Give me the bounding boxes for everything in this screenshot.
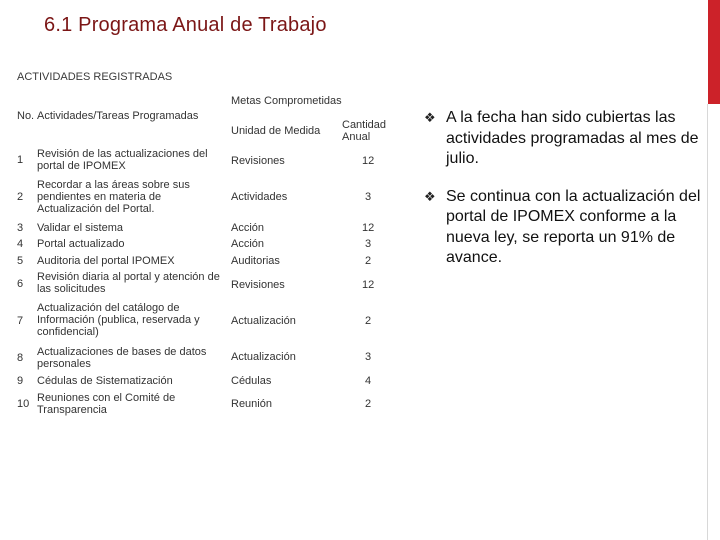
row-number: 3 <box>17 222 24 234</box>
page-title: 6.1 Programa Anual de Trabajo <box>44 14 327 36</box>
row-activity: Reuniones con el Comité de Transparencia <box>37 392 176 416</box>
row-activity: Cédulas de Sistematización <box>37 375 173 387</box>
row-unit: Acción <box>231 238 265 250</box>
row-unit: Actualización <box>231 315 296 327</box>
header-activities: Actividades/Tareas Programadas <box>37 110 199 122</box>
row-activity: Actualización del catálogo de Información (publica, reservada y confidencial) <box>37 302 200 338</box>
row-number: 9 <box>17 375 24 387</box>
header-qty: Cantidad Anual <box>342 119 387 143</box>
row-activity: Portal actualizado <box>37 238 125 250</box>
row-unit: Cédulas <box>231 375 272 387</box>
row-number: 7 <box>17 315 24 327</box>
row-qty: 2 <box>365 398 372 410</box>
row-qty: 12 <box>362 155 375 167</box>
row-unit: Revisiones <box>231 155 285 167</box>
bullet-list <box>424 108 706 286</box>
edge-divider <box>707 104 708 540</box>
row-unit: Actividades <box>231 191 288 203</box>
row-unit: Actualización <box>231 351 296 363</box>
row-qty: 3 <box>365 238 372 250</box>
header-unit: Unidad de Medida <box>231 125 321 137</box>
row-activity: Auditoria del portal IPOMEX <box>37 255 175 267</box>
row-number: 8 <box>17 352 24 364</box>
row-number: 10 <box>17 398 30 410</box>
row-number: 4 <box>17 238 24 250</box>
row-qty: 2 <box>365 315 372 327</box>
row-qty: 12 <box>362 222 375 234</box>
row-activity: Validar el sistema <box>37 222 123 234</box>
row-qty: 2 <box>365 255 372 267</box>
accent-bar <box>708 0 720 104</box>
row-number: 1 <box>17 154 24 166</box>
row-qty: 3 <box>365 351 372 363</box>
row-qty: 12 <box>362 279 375 291</box>
diamond-bullet-icon: ❖ <box>424 188 436 204</box>
row-unit: Reunión <box>231 398 272 410</box>
row-number: 2 <box>17 191 24 203</box>
row-activity: Recordar a las áreas sobre sus pendientes en materia de Actualización del Portal. <box>37 179 190 215</box>
table-section-title: ACTIVIDADES REGISTRADAS <box>17 71 173 83</box>
row-qty: 3 <box>365 191 372 203</box>
row-activity: Actualizaciones de bases de datos personales <box>37 346 207 370</box>
row-number: 5 <box>17 255 24 267</box>
header-metas: Metas Comprometidas <box>231 95 342 107</box>
bullet-text: A la fecha han sido cubiertas las actividades programadas al mes de julio. <box>446 109 699 167</box>
header-no: No. <box>17 110 35 122</box>
diamond-bullet-icon: ❖ <box>424 110 436 125</box>
row-number: 6 <box>17 278 24 290</box>
row-activity: Revisión diaria al portal y atención de las solicitudes <box>37 271 220 295</box>
row-qty: 4 <box>365 375 372 387</box>
row-unit: Revisiones <box>231 279 285 291</box>
row-unit: Auditorias <box>231 255 280 267</box>
row-activity: Revisión de las actualizaciones del portal de IPOMEX <box>37 148 208 172</box>
activities-table <box>0 0 400 430</box>
bullet-item <box>424 187 706 269</box>
row-unit: Acción <box>231 222 265 234</box>
bullet-text: Se continua con la actualización del portal de IPOMEX conforme a la nueva ley, se reporta un 91% de avance. <box>446 187 701 266</box>
bullet-item <box>424 108 706 170</box>
